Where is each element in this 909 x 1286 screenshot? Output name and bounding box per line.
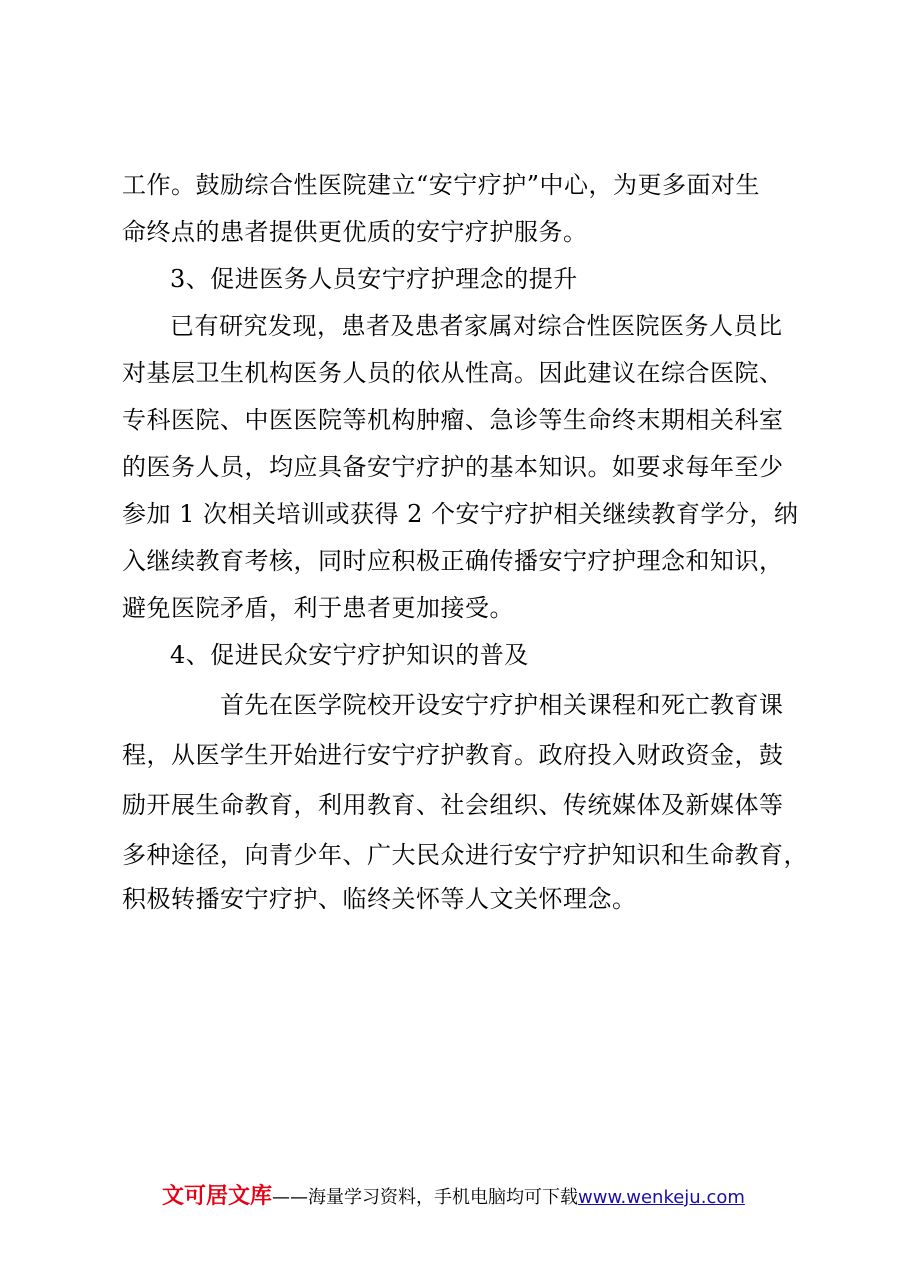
text-line-6: 专科医院、中医医院等机构肿瘤、急诊等生命终末期相关科室 [122, 406, 784, 434]
text-line-16: 积极转播安宁疗护、临终关怀等人文关怀理念。 [122, 885, 637, 913]
footer-tagline: ——海量学习资料，手机电脑均可下载 [272, 1187, 579, 1208]
section-heading-4: 4、促进民众安宁疗护知识的普及 [170, 641, 529, 669]
text-line-13: 程，从医学生开始进行安宁疗护教育。政府投入财政资金，鼓 [122, 741, 784, 769]
text-line-4: 已有研究发现，患者及患者家属对综合性医院医务人员比 [170, 312, 783, 340]
section-heading-3: 3、促进医务人员安宁疗护理念的提升 [170, 265, 578, 293]
text-line-5: 对基层卫生机构医务人员的依从性高。因此建议在综合医院、 [122, 359, 784, 387]
text-line-12: 首先在医学院校开设安宁疗护相关课程和死亡教育课 [220, 691, 784, 719]
footer-brand: 文可居文库 [162, 1184, 273, 1209]
text-line-10: 避免医院矛盾，利于患者更加接受。 [122, 594, 514, 622]
footer-link[interactable]: www.wenkeju.com [578, 1187, 745, 1208]
footer-banner [162, 1183, 745, 1212]
text-line-15: 多种途径，向青少年、广大民众进行安宁疗护知识和生命教育， [122, 841, 808, 869]
text-line-7: 的医务人员，均应具备安宁疗护的基本知识。如要求每年至少 [122, 453, 784, 481]
text-line-8: 参加 1 次相关培训或获得 2 个安宁疗护相关继续教育学分，纳 [122, 500, 799, 528]
text-line-14: 励开展生命教育，利用教育、社会组织、传统媒体及新媒体等 [122, 791, 784, 819]
text-line-1: 工作。鼓励综合性医院建立“安宁疗护”中心，为更多面对生 [122, 171, 761, 199]
text-line-2: 命终点的患者提供更优质的安宁疗护服务。 [122, 218, 588, 246]
text-line-9: 入继续教育考核，同时应积极正确传播安宁疗护理念和知识， [122, 547, 784, 575]
